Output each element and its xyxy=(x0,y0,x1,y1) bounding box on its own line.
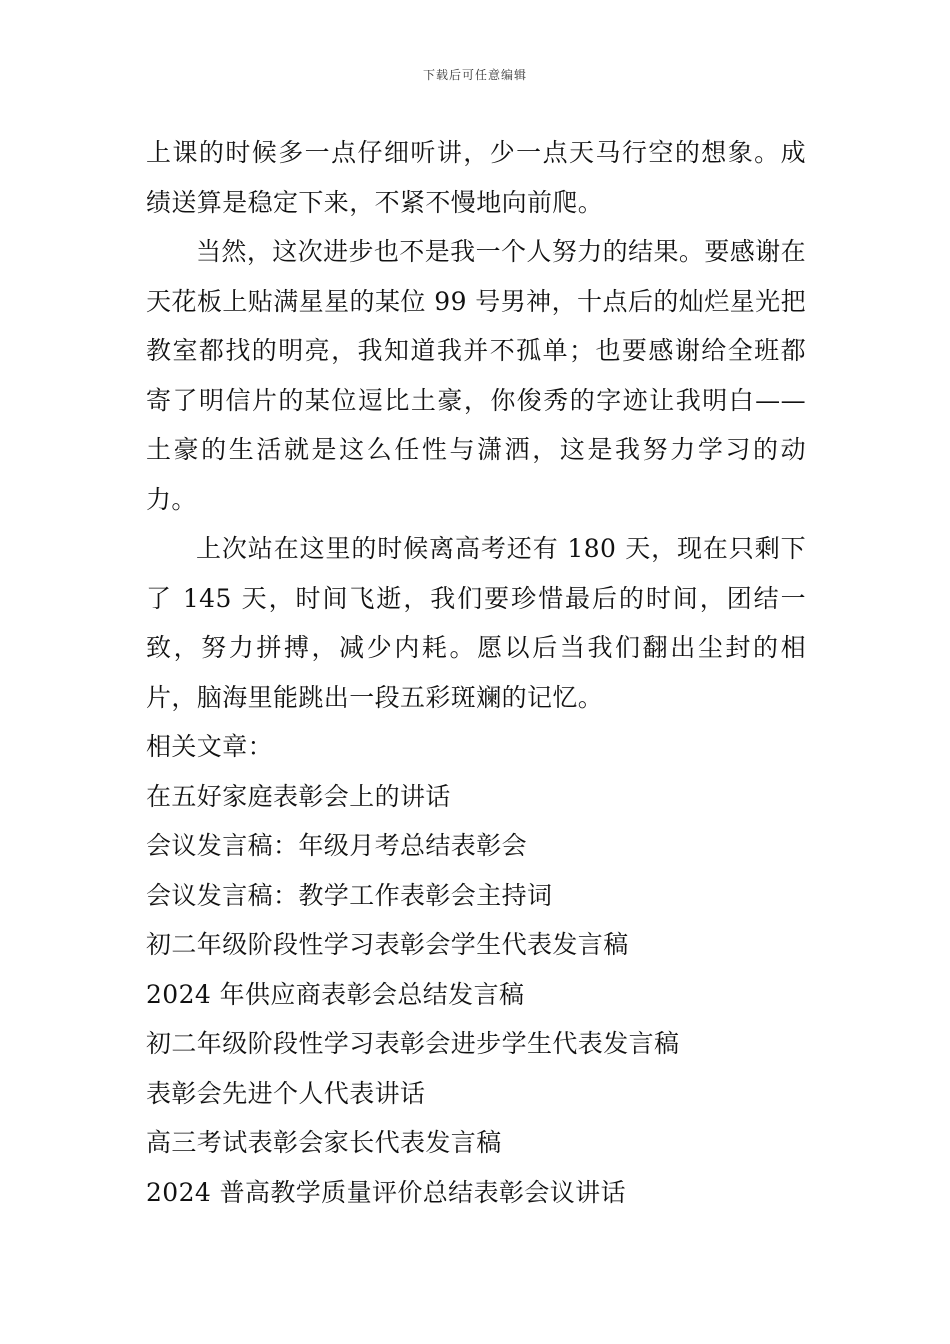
paragraph-1: 上课的时候多一点仔细听讲，少一点天马行空的想象。成绩送算是稳定下来，不紧不慢地向前爬。 xyxy=(146,138,806,217)
paragraph-2: 当然，这次进步也不是我一个人努力的结果。要感谢在天花板上贴满星星的某位 99 号男神，十点后的灿烂星光把教室都找的明亮，我知道我并不孤单；也要感谢给全班都寄了明信片的某位逗比土豪，你俊秀的字迹让我明白——土豪的生活就是这么任性与潇洒，这是我努力学习的动力。 xyxy=(146,237,806,514)
related-article-link[interactable]: 高三考试表彰会家长代表发言稿 xyxy=(146,1128,502,1157)
related-article-link[interactable]: 会议发言稿：年级月考总结表彰会 xyxy=(146,831,528,860)
related-article-link[interactable]: 初二年级阶段性学习表彰会进步学生代表发言稿 xyxy=(146,1029,680,1058)
related-article-link[interactable]: 在五好家庭表彰会上的讲话 xyxy=(146,781,451,811)
related-article-link[interactable]: 会议发言稿：教学工作表彰会主持词 xyxy=(146,880,553,910)
related-articles-list xyxy=(146,772,806,1218)
related-article-link[interactable]: 初二年级阶段性学习表彰会学生代表发言稿 xyxy=(146,930,629,959)
document-body xyxy=(146,128,806,1217)
related-article-link[interactable]: 表彰会先进个人代表讲话 xyxy=(146,1078,426,1108)
page-header: 下载后可任意编辑 xyxy=(422,68,527,82)
related-article-link[interactable]: 2024 年供应商表彰会总结发言稿 xyxy=(146,979,525,1009)
related-articles-heading: 相关文章： xyxy=(146,732,274,761)
related-article-link[interactable]: 2024 普高教学质量评价总结表彰会议讲话 xyxy=(146,1177,626,1207)
paragraph-3: 上次站在这里的时候离高考还有 180 天，现在只剩下了 145 天，时间飞逝，我们要珍惜最后的时间，团结一致，努力拼搏，减少内耗。愿以后当我们翻出尘封的相片，脑海里能跳出一段五彩斑斓的记忆。 xyxy=(146,534,806,712)
